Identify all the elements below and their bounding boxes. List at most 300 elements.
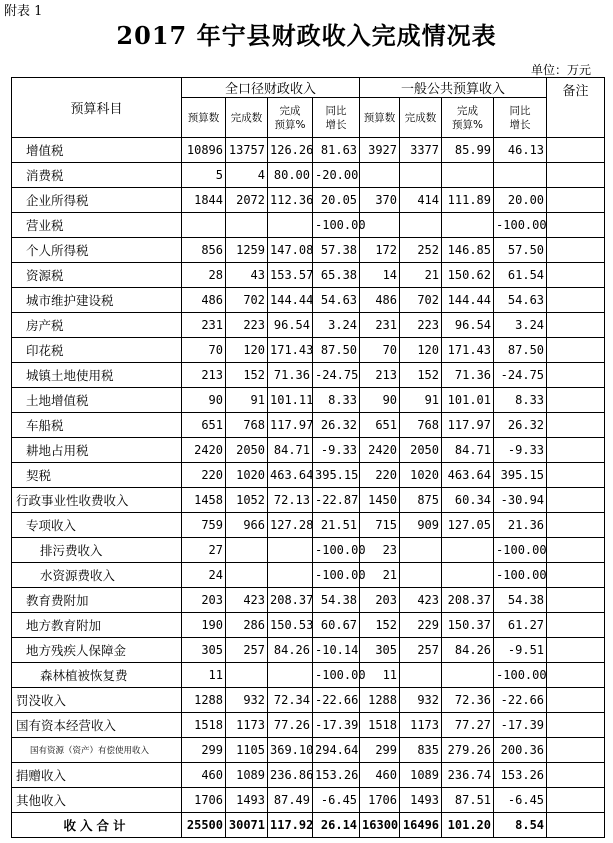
subheader-cell: 完成 预算% <box>442 98 494 138</box>
value-cell: 11 <box>182 663 226 688</box>
value-cell: 126.26 <box>268 138 313 163</box>
value-cell: 257 <box>226 638 268 663</box>
value-cell: 60.67 <box>313 613 360 638</box>
value-cell: -100.00 <box>313 663 360 688</box>
value-cell: 486 <box>182 288 226 313</box>
table-row <box>12 763 605 788</box>
remark-cell <box>547 513 605 538</box>
value-cell: 223 <box>226 313 268 338</box>
total-row <box>12 813 605 838</box>
value-cell: 305 <box>360 638 400 663</box>
value-cell: 2420 <box>360 438 400 463</box>
value-cell: 460 <box>360 763 400 788</box>
value-cell: 370 <box>360 188 400 213</box>
table-row <box>12 363 605 388</box>
value-cell: 87.49 <box>268 788 313 813</box>
value-cell: 23 <box>360 538 400 563</box>
value-cell: 702 <box>400 288 442 313</box>
value-cell: 91 <box>226 388 268 413</box>
value-cell: 14 <box>360 263 400 288</box>
value-cell: 208.37 <box>442 588 494 613</box>
row-subject: 教育费附加 <box>12 588 182 613</box>
remark-cell <box>547 138 605 163</box>
value-cell: 1493 <box>400 788 442 813</box>
value-cell: 715 <box>360 513 400 538</box>
row-subject: 企业所得税 <box>12 188 182 213</box>
value-cell: 21.36 <box>494 513 547 538</box>
value-cell: 1518 <box>360 713 400 738</box>
value-cell: 127.05 <box>442 513 494 538</box>
remark-cell <box>547 463 605 488</box>
value-cell: -100.00 <box>313 538 360 563</box>
value-cell: 28 <box>182 263 226 288</box>
value-cell: 463.64 <box>442 463 494 488</box>
row-subject: 营业税 <box>12 213 182 238</box>
value-cell: 21 <box>360 563 400 588</box>
table-row <box>12 613 605 638</box>
value-cell: 152 <box>360 613 400 638</box>
value-cell: 1706 <box>360 788 400 813</box>
value-cell: 1020 <box>400 463 442 488</box>
value-cell: -9.33 <box>313 438 360 463</box>
value-cell: 81.63 <box>313 138 360 163</box>
value-cell: 57.38 <box>313 238 360 263</box>
subheader-cell: 预算数 <box>360 98 400 138</box>
value-cell: 77.27 <box>442 713 494 738</box>
value-cell: 25500 <box>182 813 226 838</box>
row-subject: 地方教育附加 <box>12 613 182 638</box>
value-cell: 21.51 <box>313 513 360 538</box>
value-cell: 423 <box>400 588 442 613</box>
row-subject: 城市维护建设税 <box>12 288 182 313</box>
value-cell: 236.74 <box>442 763 494 788</box>
value-cell: -100.00 <box>494 538 547 563</box>
value-cell: 223 <box>400 313 442 338</box>
value-cell: 16496 <box>400 813 442 838</box>
value-cell <box>442 663 494 688</box>
value-cell: -22.66 <box>313 688 360 713</box>
remark-cell <box>547 263 605 288</box>
value-cell: 395.15 <box>313 463 360 488</box>
value-cell: 20.00 <box>494 188 547 213</box>
remark-cell <box>547 413 605 438</box>
value-cell <box>442 563 494 588</box>
table-row <box>12 213 605 238</box>
value-cell: 702 <box>226 288 268 313</box>
unit-label: 单位：万元 <box>530 63 591 77</box>
value-cell: 96.54 <box>442 313 494 338</box>
value-cell: 1844 <box>182 188 226 213</box>
subheader-cell: 预算数 <box>182 98 226 138</box>
value-cell: 4 <box>226 163 268 188</box>
value-cell: 72.36 <box>442 688 494 713</box>
table-row <box>12 163 605 188</box>
value-cell: 84.71 <box>442 438 494 463</box>
value-cell: 1105 <box>226 738 268 763</box>
value-cell: 1706 <box>182 788 226 813</box>
table-row <box>12 713 605 738</box>
remark-cell <box>547 638 605 663</box>
subheader-cell: 同比 增长 <box>313 98 360 138</box>
table-row <box>12 663 605 688</box>
value-cell <box>400 663 442 688</box>
value-cell: 85.99 <box>442 138 494 163</box>
remark-cell <box>547 188 605 213</box>
value-cell: 299 <box>360 738 400 763</box>
subheader-cell: 同比 增长 <box>494 98 547 138</box>
value-cell: 16300 <box>360 813 400 838</box>
value-cell <box>494 163 547 188</box>
value-cell <box>182 213 226 238</box>
value-cell: 171.43 <box>268 338 313 363</box>
value-cell: 213 <box>182 363 226 388</box>
value-cell: 150.37 <box>442 613 494 638</box>
remark-cell <box>547 488 605 513</box>
row-subject: 城镇土地使用税 <box>12 363 182 388</box>
value-cell: -100.00 <box>313 563 360 588</box>
row-subject: 水资源费收入 <box>12 563 182 588</box>
value-cell: 43 <box>226 263 268 288</box>
value-cell: 229 <box>400 613 442 638</box>
value-cell: 72.13 <box>268 488 313 513</box>
value-cell: 3377 <box>400 138 442 163</box>
value-cell: 3927 <box>360 138 400 163</box>
remark-cell <box>547 688 605 713</box>
value-cell: -9.51 <box>494 638 547 663</box>
value-cell: 875 <box>400 488 442 513</box>
value-cell: -24.75 <box>313 363 360 388</box>
value-cell: 90 <box>182 388 226 413</box>
value-cell: 117.97 <box>442 413 494 438</box>
remark-cell <box>547 713 605 738</box>
value-cell: 147.08 <box>268 238 313 263</box>
value-cell: 220 <box>360 463 400 488</box>
value-cell: 87.50 <box>494 338 547 363</box>
value-cell: 61.27 <box>494 613 547 638</box>
value-cell: 486 <box>360 288 400 313</box>
value-cell: 8.54 <box>494 813 547 838</box>
value-cell: 80.00 <box>268 163 313 188</box>
value-cell: -22.87 <box>313 488 360 513</box>
value-cell: 84.26 <box>442 638 494 663</box>
remark-cell <box>547 338 605 363</box>
value-cell: 932 <box>226 688 268 713</box>
value-cell: 279.26 <box>442 738 494 763</box>
table-body <box>12 138 605 838</box>
value-cell: 57.50 <box>494 238 547 263</box>
value-cell: 463.64 <box>268 463 313 488</box>
value-cell <box>268 563 313 588</box>
value-cell: -22.66 <box>494 688 547 713</box>
value-cell: -17.39 <box>494 713 547 738</box>
value-cell: 231 <box>182 313 226 338</box>
value-cell: 112.36 <box>268 188 313 213</box>
row-subject: 消费税 <box>12 163 182 188</box>
value-cell <box>400 213 442 238</box>
row-subject: 车船税 <box>12 413 182 438</box>
value-cell: 213 <box>360 363 400 388</box>
value-cell: 84.71 <box>268 438 313 463</box>
table-row <box>12 588 605 613</box>
value-cell: 759 <box>182 513 226 538</box>
value-cell: 220 <box>182 463 226 488</box>
value-cell <box>268 213 313 238</box>
row-subject: 其他收入 <box>12 788 182 813</box>
table-row <box>12 413 605 438</box>
table-row <box>12 388 605 413</box>
remark-cell <box>547 613 605 638</box>
remark-cell <box>547 763 605 788</box>
table-row <box>12 138 605 163</box>
value-cell: 305 <box>182 638 226 663</box>
value-cell: 3.24 <box>313 313 360 338</box>
value-cell: 10896 <box>182 138 226 163</box>
value-cell: 20.05 <box>313 188 360 213</box>
value-cell: -100.00 <box>313 213 360 238</box>
remark-cell <box>547 163 605 188</box>
value-cell: 299 <box>182 738 226 763</box>
table-row <box>12 788 605 813</box>
value-cell: 96.54 <box>268 313 313 338</box>
value-cell: 111.89 <box>442 188 494 213</box>
value-cell: 294.64 <box>313 738 360 763</box>
row-subject: 收入合计 <box>12 813 182 838</box>
value-cell: 153.26 <box>494 763 547 788</box>
value-cell: 932 <box>400 688 442 713</box>
value-cell: 1518 <box>182 713 226 738</box>
table-row <box>12 188 605 213</box>
group2-header: 一般公共预算收入 <box>360 78 547 98</box>
value-cell: 150.53 <box>268 613 313 638</box>
value-cell: 87.50 <box>313 338 360 363</box>
value-cell: 46.13 <box>494 138 547 163</box>
value-cell: -100.00 <box>494 213 547 238</box>
value-cell: 90 <box>360 388 400 413</box>
table-row <box>12 488 605 513</box>
value-cell: 13757 <box>226 138 268 163</box>
value-cell: 54.63 <box>313 288 360 313</box>
revenue-table <box>11 77 605 838</box>
value-cell: 5 <box>182 163 226 188</box>
row-subject: 排污费收入 <box>12 538 182 563</box>
value-cell: 120 <box>400 338 442 363</box>
value-cell: 72.34 <box>268 688 313 713</box>
value-cell: 127.28 <box>268 513 313 538</box>
value-cell: 24 <box>182 563 226 588</box>
value-cell: -6.45 <box>313 788 360 813</box>
value-cell: 203 <box>360 588 400 613</box>
value-cell: -10.14 <box>313 638 360 663</box>
value-cell: 768 <box>400 413 442 438</box>
appendix-label: 附表 1 <box>4 4 43 19</box>
value-cell: 395.15 <box>494 463 547 488</box>
value-cell: 27 <box>182 538 226 563</box>
remark-cell <box>547 363 605 388</box>
remark-cell <box>547 663 605 688</box>
value-cell: 2420 <box>182 438 226 463</box>
value-cell: 101.11 <box>268 388 313 413</box>
value-cell: 54.38 <box>313 588 360 613</box>
value-cell: 768 <box>226 413 268 438</box>
remark-cell <box>547 388 605 413</box>
value-cell: -6.45 <box>494 788 547 813</box>
value-cell: 2050 <box>226 438 268 463</box>
value-cell: 286 <box>226 613 268 638</box>
row-subject: 行政事业性收费收入 <box>12 488 182 513</box>
row-subject: 土地增值税 <box>12 388 182 413</box>
value-cell: 30071 <box>226 813 268 838</box>
value-cell: 101.01 <box>442 388 494 413</box>
row-subject: 捐赠收入 <box>12 763 182 788</box>
subject-header: 预算科目 <box>12 78 182 138</box>
value-cell: 835 <box>400 738 442 763</box>
value-cell: -30.94 <box>494 488 547 513</box>
value-cell: 70 <box>360 338 400 363</box>
row-subject: 耕地占用税 <box>12 438 182 463</box>
value-cell: 460 <box>182 763 226 788</box>
group1-header: 全口径财政收入 <box>182 78 360 98</box>
value-cell: 144.44 <box>442 288 494 313</box>
value-cell: 70 <box>182 338 226 363</box>
value-cell: 203 <box>182 588 226 613</box>
value-cell: 54.63 <box>494 288 547 313</box>
value-cell: 909 <box>400 513 442 538</box>
value-cell: 101.20 <box>442 813 494 838</box>
value-cell: 65.38 <box>313 263 360 288</box>
row-subject: 印花税 <box>12 338 182 363</box>
value-cell: 91 <box>400 388 442 413</box>
remark-cell <box>547 288 605 313</box>
value-cell: 152 <box>226 363 268 388</box>
row-subject: 国有资本经营收入 <box>12 713 182 738</box>
row-subject: 资源税 <box>12 263 182 288</box>
remark-cell <box>547 813 605 838</box>
value-cell <box>442 163 494 188</box>
value-cell: 1450 <box>360 488 400 513</box>
remark-cell <box>547 438 605 463</box>
table-row <box>12 638 605 663</box>
value-cell: 54.38 <box>494 588 547 613</box>
value-cell: 71.36 <box>268 363 313 388</box>
subheader-cell: 完成数 <box>400 98 442 138</box>
page-title: 2017 年宁县财政收入完成情况表 <box>116 21 497 50</box>
value-cell: 71.36 <box>442 363 494 388</box>
value-cell <box>226 538 268 563</box>
value-cell: 1259 <box>226 238 268 263</box>
subheader-cell: 完成 预算% <box>268 98 313 138</box>
remark-cell <box>547 563 605 588</box>
value-cell: 1288 <box>182 688 226 713</box>
value-cell <box>442 538 494 563</box>
table-row <box>12 338 605 363</box>
value-cell: 150.62 <box>442 263 494 288</box>
value-cell: 26.32 <box>313 413 360 438</box>
value-cell: 200.36 <box>494 738 547 763</box>
value-cell: 190 <box>182 613 226 638</box>
row-subject: 个人所得税 <box>12 238 182 263</box>
remark-cell <box>547 538 605 563</box>
table-row <box>12 538 605 563</box>
value-cell: 236.86 <box>268 763 313 788</box>
value-cell <box>400 163 442 188</box>
table-row <box>12 688 605 713</box>
value-cell: -100.00 <box>494 663 547 688</box>
value-cell: 1089 <box>226 763 268 788</box>
value-cell <box>400 538 442 563</box>
value-cell <box>268 663 313 688</box>
value-cell: 11 <box>360 663 400 688</box>
row-subject: 森林植被恢复费 <box>12 663 182 688</box>
row-subject: 房产税 <box>12 313 182 338</box>
remark-cell <box>547 788 605 813</box>
row-subject: 契税 <box>12 463 182 488</box>
value-cell: 3.24 <box>494 313 547 338</box>
value-cell: 2050 <box>400 438 442 463</box>
value-cell: 414 <box>400 188 442 213</box>
table-row <box>12 563 605 588</box>
value-cell: 252 <box>400 238 442 263</box>
value-cell: 117.92 <box>268 813 313 838</box>
value-cell: 1458 <box>182 488 226 513</box>
row-subject: 国有资源（资产）有偿使用收入 <box>12 738 182 763</box>
value-cell: 1288 <box>360 688 400 713</box>
value-cell: 208.37 <box>268 588 313 613</box>
value-cell: 146.85 <box>442 238 494 263</box>
value-cell: 1089 <box>400 763 442 788</box>
value-cell: 966 <box>226 513 268 538</box>
value-cell: 171.43 <box>442 338 494 363</box>
remark-cell <box>547 213 605 238</box>
value-cell: 651 <box>360 413 400 438</box>
value-cell: 257 <box>400 638 442 663</box>
value-cell: 8.33 <box>313 388 360 413</box>
value-cell: 856 <box>182 238 226 263</box>
value-cell: 61.54 <box>494 263 547 288</box>
value-cell: 117.97 <box>268 413 313 438</box>
value-cell: 1493 <box>226 788 268 813</box>
value-cell <box>268 538 313 563</box>
value-cell: 1173 <box>400 713 442 738</box>
table-row <box>12 263 605 288</box>
row-subject: 地方残疾人保障金 <box>12 638 182 663</box>
value-cell: 26.14 <box>313 813 360 838</box>
value-cell: 423 <box>226 588 268 613</box>
row-subject: 专项收入 <box>12 513 182 538</box>
value-cell: 153.26 <box>313 763 360 788</box>
value-cell: 8.33 <box>494 388 547 413</box>
value-cell: 1052 <box>226 488 268 513</box>
value-cell: -17.39 <box>313 713 360 738</box>
value-cell: 26.32 <box>494 413 547 438</box>
row-subject: 增值税 <box>12 138 182 163</box>
value-cell <box>226 663 268 688</box>
value-cell <box>360 163 400 188</box>
table-row <box>12 288 605 313</box>
table-row <box>12 513 605 538</box>
value-cell: 84.26 <box>268 638 313 663</box>
remark-cell <box>547 238 605 263</box>
value-cell <box>400 563 442 588</box>
value-cell: 231 <box>360 313 400 338</box>
value-cell: -100.00 <box>494 563 547 588</box>
value-cell: 2072 <box>226 188 268 213</box>
table-row <box>12 463 605 488</box>
value-cell <box>442 213 494 238</box>
value-cell: 1020 <box>226 463 268 488</box>
value-cell: -20.00 <box>313 163 360 188</box>
table-row <box>12 438 605 463</box>
table-row <box>12 738 605 763</box>
